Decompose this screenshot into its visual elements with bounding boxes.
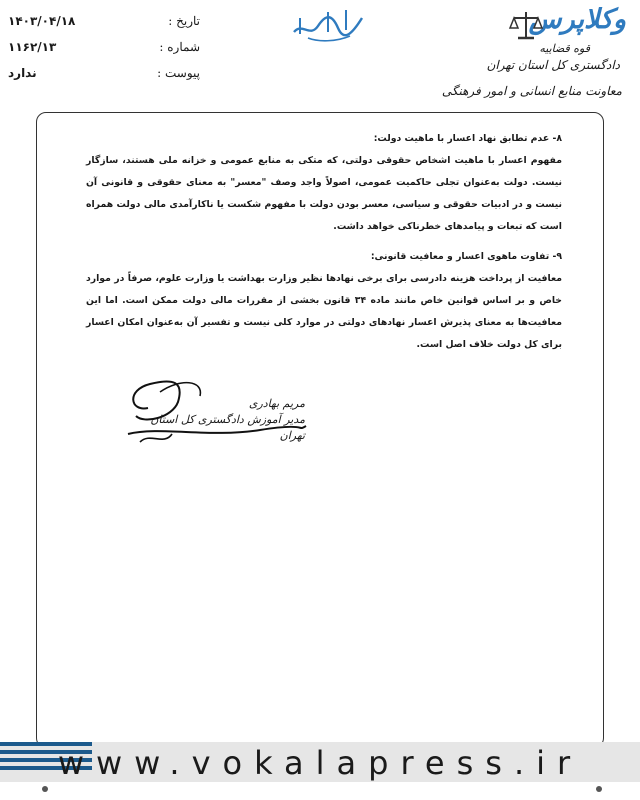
bismillah-calligraphy bbox=[288, 4, 368, 44]
date-label: تاریخ : bbox=[168, 14, 200, 28]
signatory-block bbox=[150, 396, 305, 444]
meta-values bbox=[8, 8, 118, 86]
attachment-value: ندارد bbox=[8, 66, 37, 80]
brand-wordmark: وکلاپرس bbox=[528, 4, 626, 35]
attachment-label: پیوست : bbox=[157, 66, 200, 80]
number-label: شماره : bbox=[159, 40, 200, 54]
section-8-text: مفهوم اعسار با ماهیت اشخاص حقوقی دولتی، که متکی به منابع عمومی و خزانه ملی هستند، سازگار نیست. دولت به‌عنوان تجلی حاکمیت عمومی، اصولاً واجد وصف "معسر" به معنای حقوقی و قانونی آن نیست و در ادبیات حقوقی و سیاسی، معسر بودن دولت با مفهوم شکست یا ناکارآمدی مالی دولت همراه است که تبعات و پیامدهای خطرناکی خواهد داشت. bbox=[86, 155, 562, 232]
watermark-banner bbox=[0, 742, 640, 782]
website-url[interactable]: www.vokalapress.ir bbox=[57, 744, 583, 782]
page-mark bbox=[42, 786, 48, 792]
number-value: ۱۱۶۲/۱۳ bbox=[8, 40, 57, 54]
page-bottom bbox=[0, 782, 640, 800]
section-9-text: معافیت از پرداخت هزینه دادرسی برای برخی نهادها نظیر وزارت بهداشت یا وزارت علوم، صرفاً در موارد خاص و بر اساس قوانین خاص مانند ماده ۳۴ قانون بخشی از مقررات مالی دولت ممکن است. اما این معافیت‌ها به معنای پذیرش اعسار نهادهای دولتی در موارد کلی نیست و تفسیر آن به‌عنوان امکان اعسار برای کل دولت خلاف اصل است. bbox=[86, 273, 563, 350]
section-9-heading: ۹- تفاوت ماهوی اعسار و معافیت قانونی: bbox=[370, 251, 562, 262]
date-value: ۱۴۰۳/۰۴/۱۸ bbox=[8, 14, 76, 28]
signatory-name: مریم بهادری bbox=[248, 397, 305, 410]
logo-block bbox=[441, 2, 630, 110]
meta-labels bbox=[130, 8, 200, 86]
letterhead bbox=[0, 0, 640, 112]
section-8-heading: ۸- عدم تطابق نهاد اعسار با ماهیت دولت: bbox=[373, 133, 562, 144]
org-line-2: دادگستری کل استان تهران bbox=[486, 58, 620, 72]
org-line-1: قوه قضاییه bbox=[539, 42, 590, 55]
letter-body bbox=[86, 128, 562, 364]
org-line-3: معاونت منابع انسانی و امور فرهنگی bbox=[441, 84, 622, 98]
page-mark bbox=[596, 786, 602, 792]
judiciary-emblem-icon bbox=[508, 8, 544, 44]
signatory-title: مدیر آموزش دادگستری کل استان تهران bbox=[150, 413, 305, 442]
